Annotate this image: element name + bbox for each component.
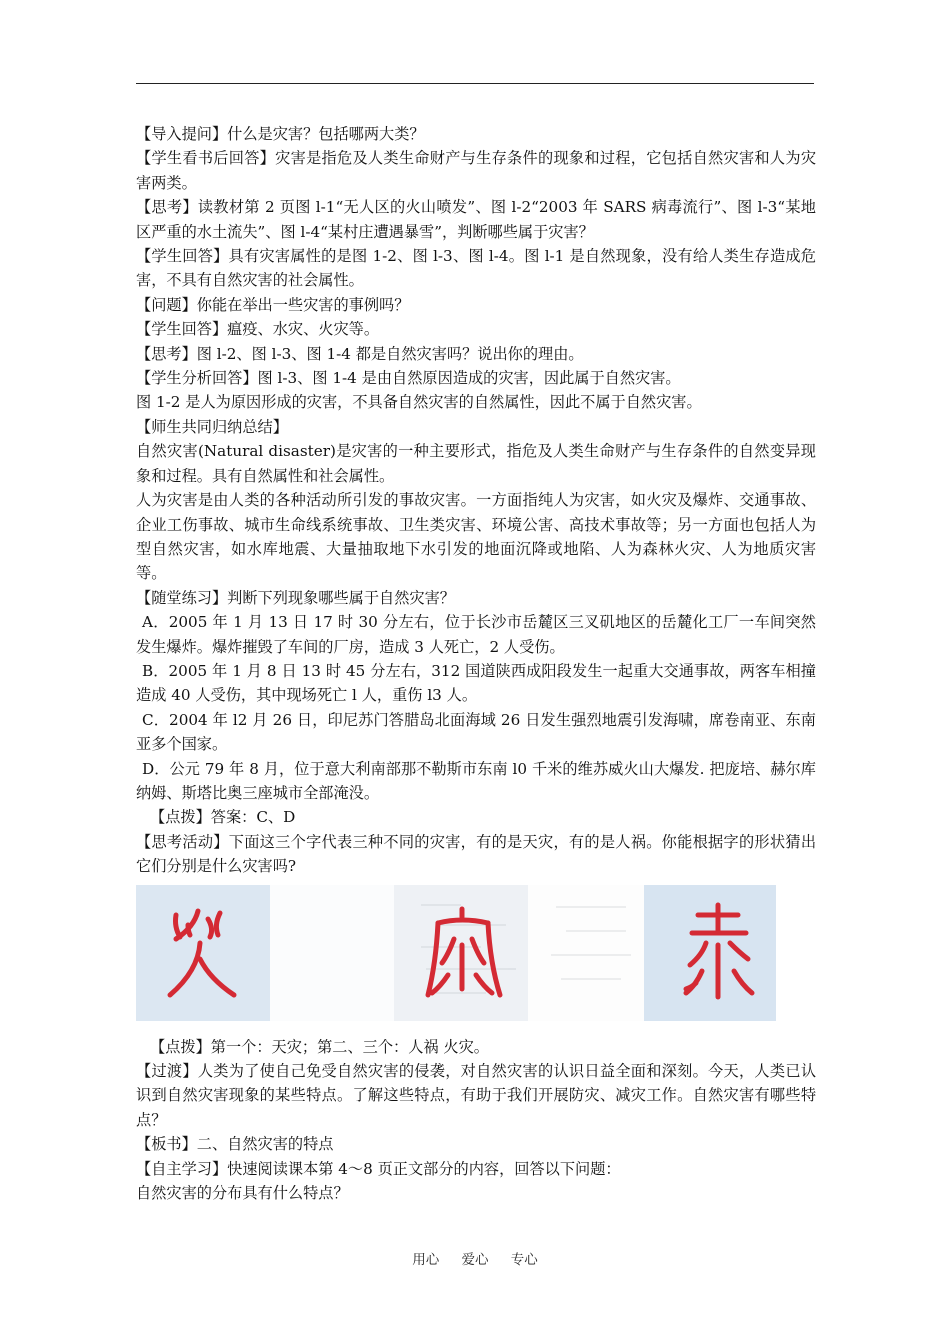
header-rule [136,83,814,84]
exercise-option-a: A．2005 年 1 月 13 日 17 时 30 分左右，位于长沙市岳麓区三叉矶地区的岳麓化工厂一车间突然发生爆炸。爆炸摧毁了车间的厂房，造成 3 人死亡，2 人受伤。 [136,613,816,656]
answer-hint: 【点拨】答案：C、D [150,808,296,827]
paragraph: 【学生回答】具有灾害属性的是图 1-2、图 l-3、图 l-4。图 l-1 是自然现象，没有给人类生存造成危害，不具有自然灾害的社会属性。 [136,247,816,290]
paragraph: 【师生共同归纳总结】 [136,417,288,436]
paragraph: 图 1-2 是人为原因形成的灾害，不具备自然灾害的自然属性，因此不属于自然灾害。 [136,393,702,412]
paragraph: 【学生看书后回答】灾害是指危及人类生命财产与生存条件的现象和过程，它包括自然灾害和人为灾害两类。 [136,149,816,192]
paragraph: 自然灾害的分布具有什么特点？ [136,1184,349,1203]
paragraph: 【学生回答】瘟疫、水灾、火灾等。 [136,320,379,339]
document-body [136,122,816,1205]
seal-characters-image [136,885,776,1021]
paragraph: 自然灾害(Natural disaster)是灾害的一种主要形式，指危及人类生命财产与生存条件的自然变异现象和过程。具有自然属性和社会属性。 [136,442,816,485]
paragraph: 【思考活动】下面这三个字代表三种不同的灾害，有的是天灾，有的是人祸。你能根据字的形状猜出它们分别是什么灾害吗? [136,832,816,876]
exercise-option-b: B．2005 年 1 月 8 日 13 时 45 分左右，312 国道陕西成阳段发生一起重大交通事故，两客车相撞造成 40 人受伤，其中现场死亡 l 人，重伤 l3 人。 [136,661,816,705]
answer-hint: 【点拨】第一个：天灾；第二、三个：人祸 火灾。 [150,1037,489,1056]
paragraph: 【思考】图 l-2、图 l-3、图 1-4 都是自然灾害吗？说出你的理由。 [136,344,584,363]
page-footer: 用心 爱心 专心 [412,1252,538,1268]
paragraph: 【自主学习】快速阅读课本第 4～8 页正文部分的内容，回答以下问题： [136,1159,621,1178]
paragraph: 【随堂练习】判断下列现象哪些属于自然灾害？ [136,588,455,607]
paragraph: 【思考】读教材第 2 页图 l-1“无人区的火山喷发”、图 l-2“2003 年 SARS 病毒流行”、图 l-3“某地区严重的水土流失”、图 l-4“某村庄遭遇暴雪”，判断哪些属于灾害？ [136,198,816,241]
paragraph: 【学生分析回答】图 l-3、图 1-4 是由自然原因造成的灾害，因此属于自然灾害。 [136,369,681,388]
exercise-option-d: D．公元 79 年 8 月，位于意大利南部那不勒斯市东南 l0 千米的维苏威火山大爆发. 把庞培、赫尔库纳姆、斯塔比奥三座城市全部淹没。 [136,759,816,802]
paragraph: 【板书】二、自然灾害的特点 [136,1135,334,1154]
exercise-option-c: C．2004 年 l2 月 26 日，印尼苏门答腊岛北面海域 26 日发生强烈地震引发海啸，席卷南亚、东南亚多个国家。 [136,710,816,754]
paragraph: 【问题】你能在举出一些灾害的事例吗？ [136,295,410,314]
paragraph: 【过渡】人类为了使自己免受自然灾害的侵袭，对自然灾害的认识日益全面和深刻。今天，人类已认识到自然灾害现象的某些特点。了解这些特点，有助于我们开展防灾、减灾工作。自然灾害有哪些特点？ [136,1062,816,1129]
paragraph: 【导入提问】什么是灾害？包括哪两大类？ [136,125,425,143]
paragraph: 人为灾害是由人类的各种活动所引发的事故灾害。一方面指纯人为灾害，如火灾及爆炸、交通事故、企业工伤事故、城市生命线系统事故、卫生类灾害、环境公害、高技术事故等；另一方面也包括人为型自然灾害，如水库地震、大量抽取地下水引发的地面沉降或地陷、人为森林火灾、人为地质灾害等。 [136,491,816,583]
